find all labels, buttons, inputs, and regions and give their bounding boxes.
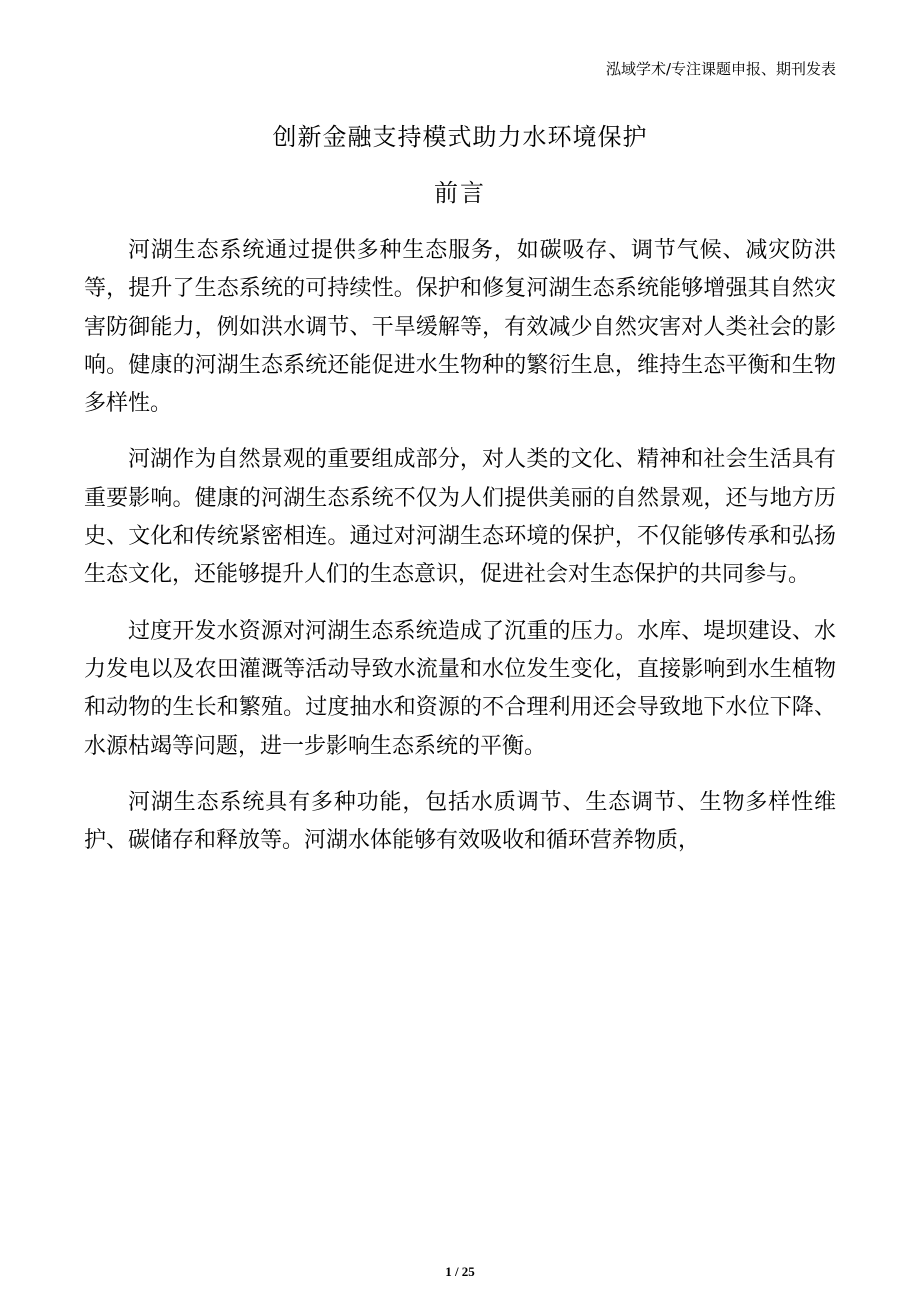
section-title: 前言 (434, 179, 486, 207)
paragraph-4: 河湖生态系统具有多种功能，包括水质调节、生态调节、生物多样性维护、碳储存和释放等。河湖水体能够有效吸收和循环营养物质， (84, 789, 836, 854)
document-body (84, 232, 836, 878)
paragraph-2: 河湖作为自然景观的重要组成部分，对人类的文化、精神和社会生活具有重要影响。健康的河湖生态系统不仅为人们提供美丽的自然景观，还与地方历史、文化和传统紧密相连。通过对河湖生态环境的保护，不仅能够传承和弘扬生态文化，还能够提升人们的生态意识，促进社会对生态保护的共同参与。 (84, 447, 836, 588)
page-number: 1 / 25 (445, 1264, 475, 1279)
paragraph-3: 过度开发水资源对河湖生态系统造成了沉重的压力。水库、堤坝建设、水力发电以及农田灌溉等活动导致水流量和水位发生变化，直接影响到水生植物和动物的生长和繁殖。过度抽水和资源的不合理利用还会导致地下水位下降、水源枯竭等问题，进一步影响生态系统的平衡。 (84, 618, 836, 759)
paragraph-1: 河湖生态系统通过提供多种生态服务，如碳吸存、调节气候、减灾防洪等，提升了生态系统的可持续性。保护和修复河湖生态系统能够增强其自然灾害防御能力，例如洪水调节、干旱缓解等，有效减少自然灾害对人类社会的影响。健康的河湖生态系统还能促进水生物种的繁衍生息，维持生态平衡和生物多样性。 (84, 238, 836, 417)
header-note: 泓域学术/专注课题申报、期刊发表 (605, 60, 836, 78)
document-title: 创新金融支持模式助力水环境保护 (272, 123, 648, 151)
